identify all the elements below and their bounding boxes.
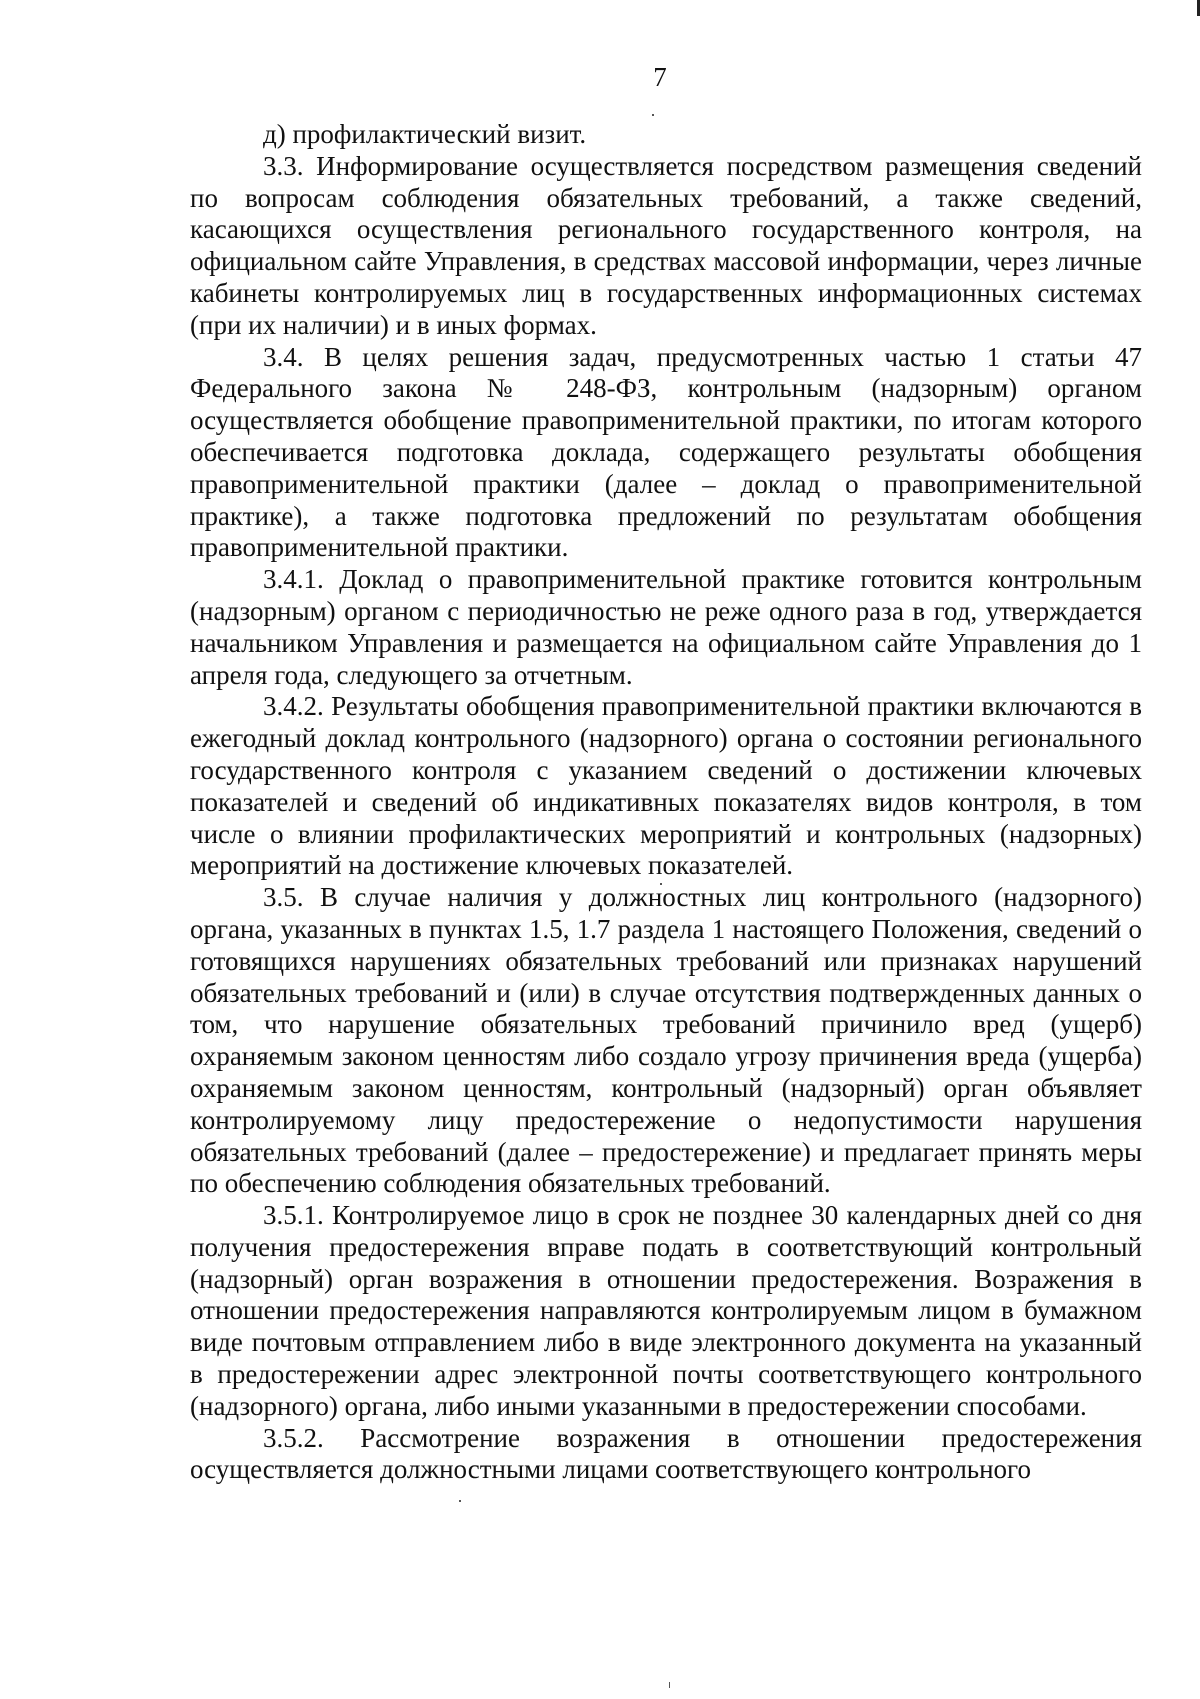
scan-speck — [459, 1500, 461, 1502]
page-number: 7 — [653, 62, 667, 92]
paragraph-item-d: д) профилактический визит. — [263, 119, 587, 149]
paragraph-3-3: 3.3. Информирование осуществляется посредством размещения сведений по вопросам соблюдения обязательных требований, а также сведений, касающихся осуществления регионального государственного контроля, на официальном сайте Управления, в средствах массовой информации, через личные кабинеты контролируемых лиц в государственных информационных системах (при их наличии) и в иных формах. — [190, 150, 1142, 340]
document-body — [190, 119, 1142, 1486]
paragraph-3-5: 3.5. В случае наличия у должностных лиц контрольного (надзорного) органа, указанных в пунктах 1.5, 1.7 раздела 1 настоящего Положения, сведений о готовящихся нарушениях обязательных требований или признаках нарушений обязательных требований и (или) в случае отсутствия подтвержденных данных о том, что нарушение обязательных требований причинило вред (ущерб) охраняемым законом ценностям либо создало угрозу причинения вреда (ущерба) охраняемым законом ценностям, контрольный (надзорный) орган объявляет контролируемому лицу предостережение о недопустимости нарушения обязательных требований (далее – предостережение) и предлагает принять меры по обеспечению соблюдения обязательных требований. — [190, 882, 1142, 1199]
scan-speck — [652, 114, 654, 116]
paragraph-3-4: 3.4. В целях решения задач, предусмотренных частью 1 статьи 47 Федерального закона № 248-ФЗ, контрольным (надзорным) органом осуществляется обобщение правоприменительной практики, по итогам которого обеспечивается подготовка доклада, содержащего результаты обобщения правоприменительной практики (далее – доклад о правоприменительной практике), а также подготовка предложений по результатам обобщения правоприменительной практики. — [190, 341, 1142, 563]
paragraph-3-4-1: 3.4.1. Доклад о правоприменительной практике готовится контрольным (надзорным) органом с периодичностью не реже одного раза в год, утверждается начальником Управления и размещается на официальном сайте Управления до 1 апреля года, следующего за отчетным. — [190, 564, 1142, 690]
paragraph-3-5-2: 3.5.2. Рассмотрение возражения в отношении предостережения осуществляется должностными лицами соответствующего контрольного — [190, 1422, 1142, 1485]
paragraph-3-4-2: 3.4.2. Результаты обобщения правоприменительной практики включаются в ежегодный доклад контрольного (надзорного) органа о состоянии регионального государственного контроля с указанием сведений о достижении ключевых показателей и сведений об индикативных показателях видов контроля, в том числе о влиянии профилактических мероприятий и контрольных (надзорных) мероприятий на достижение ключевых показателей. — [190, 691, 1142, 881]
scan-speck — [669, 1682, 670, 1688]
paragraph-3-5-1: 3.5.1. Контролируемое лицо в срок не позднее 30 календарных дней со дня получения предостережения вправе подать в соответствующий контрольный (надзорный) орган возражения в отношении предостережения. Возражения в отношении предостережения направляются контролируемым лицом в бумажном виде почтовым отправлением либо в виде электронного документа на указанный в предостережении адрес электронной почты соответствующего контрольного (надзорного) органа, либо иными указанными в предостережении способами. — [190, 1200, 1142, 1421]
